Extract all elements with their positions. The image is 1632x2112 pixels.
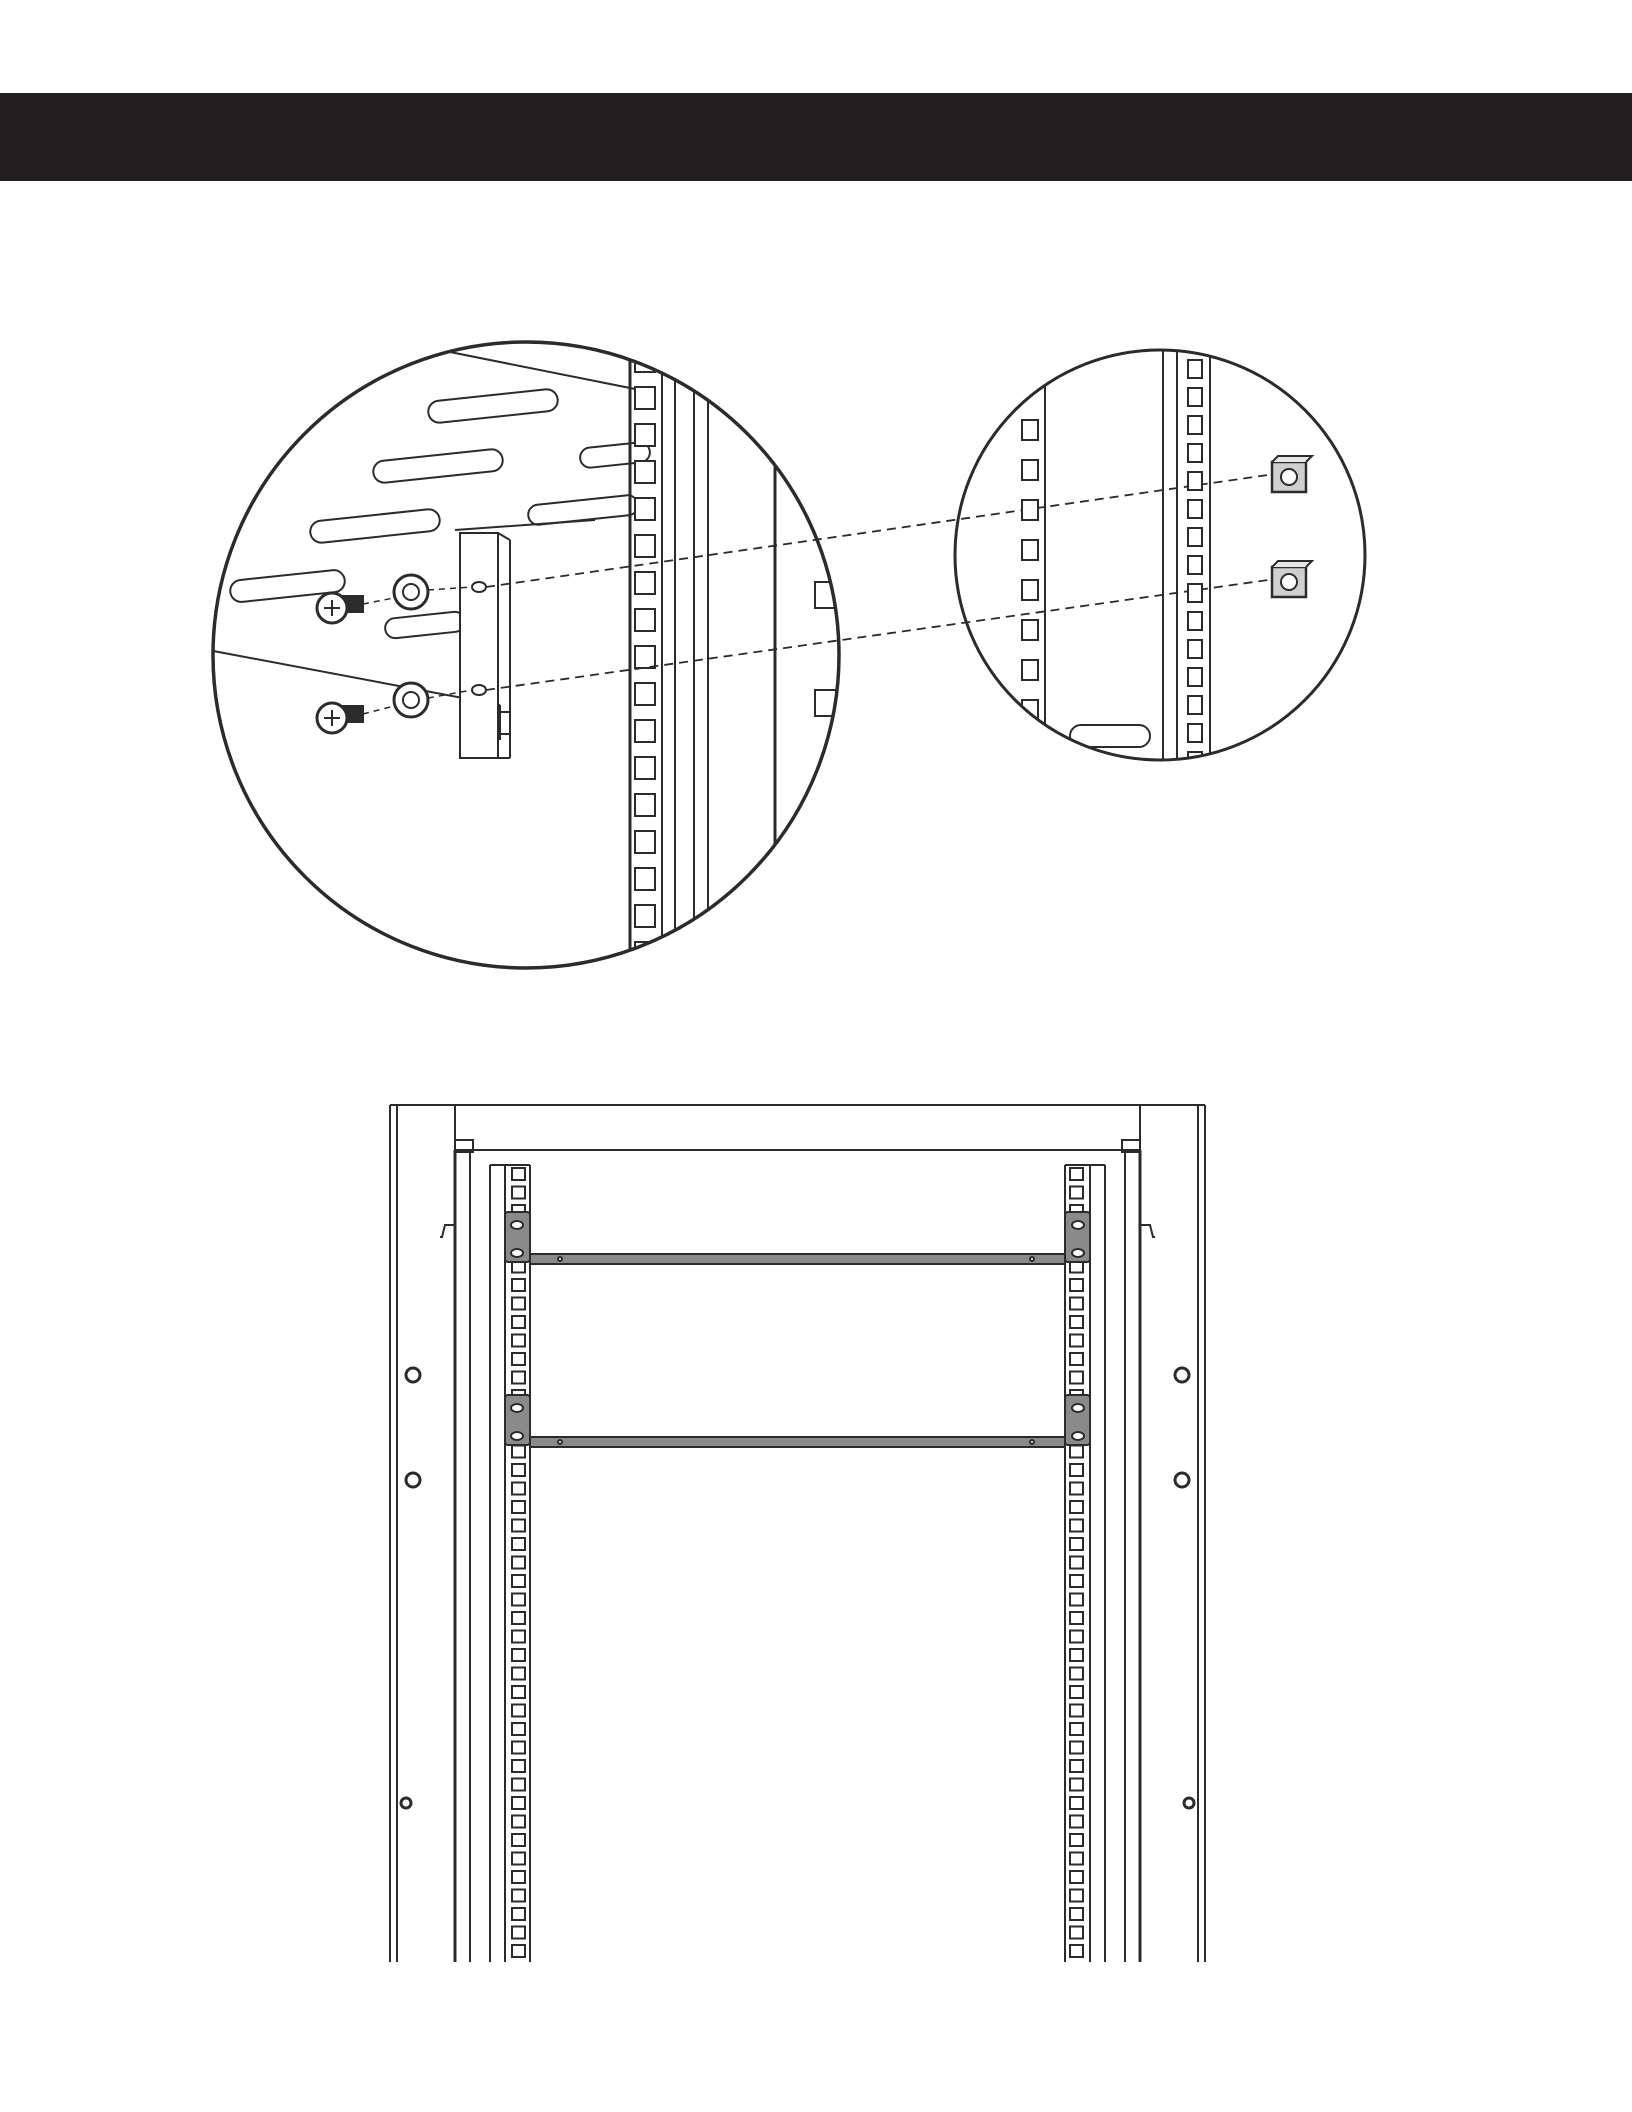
screw [317,703,363,733]
detail-circle-right [955,350,1365,760]
rail-hole [1070,1316,1083,1328]
rail-hole [635,572,655,594]
rail-hole [1022,540,1038,560]
rail-hole [1188,640,1202,658]
rail-hole [1188,388,1202,406]
rail-hole [1188,444,1202,462]
rail-hole [635,683,655,705]
rail-hole [512,1187,525,1199]
rail-hole [1070,1816,1083,1828]
rail-hole [1070,1945,1083,1957]
side-hook [440,1225,455,1237]
rail-hole [512,1797,525,1809]
rack-rail-detail [630,330,853,1001]
rail-hole [512,1668,525,1680]
rail-hole [635,905,655,927]
rail-hole [1070,1446,1083,1458]
rail-hole [1188,528,1202,546]
rail-hole [1070,1853,1083,1865]
rail-hole [512,1686,525,1698]
rail-hole [1070,1279,1083,1291]
rail-hole [512,1464,525,1476]
rail-hole [512,1890,525,1902]
rail-hole [635,609,655,631]
rail-hole [1188,556,1202,574]
rail-hole [1070,1871,1083,1883]
rail-hole [512,1871,525,1883]
rail-hole [512,1520,525,1532]
rail-hole [512,1298,525,1310]
rail-hole [1070,1557,1083,1569]
rail-hole [512,1501,525,1513]
rail-hole [635,720,655,742]
rail-hole [1070,1723,1083,1735]
shelf-mounting-detail [208,330,853,1001]
rail-hole [512,1853,525,1865]
rail-hole [1188,500,1202,518]
rail-hole [635,794,655,816]
rail-hole [1070,1594,1083,1606]
rail-hole [512,1705,525,1717]
rail-hole [512,1483,525,1495]
rail-hole [635,535,655,557]
rail-hole [1070,1686,1083,1698]
rail-square-holes [635,350,655,1001]
shelf-rail [505,1212,1090,1264]
rail-hole [1070,1612,1083,1624]
rail-hole [1070,1298,1083,1310]
rail-hole [1188,612,1202,630]
rail-hole [635,831,655,853]
rail-hole [1188,416,1202,434]
rail-hole [1188,472,1202,490]
rail-hole [512,1908,525,1920]
rail-hole [512,1816,525,1828]
rail-hole [635,387,655,409]
rail-hole [512,1446,525,1458]
rail-hole [1070,1631,1083,1643]
rail-hole [1070,1483,1083,1495]
rail-hole [1022,620,1038,640]
rail-hole [512,1649,525,1661]
rail-hole [512,1834,525,1846]
rail-hole [1070,1797,1083,1809]
rack-top-panel [455,1105,1140,1150]
rail-hole [512,1631,525,1643]
rail-hole [512,1335,525,1347]
cage-nut [1272,561,1312,597]
rail-hole [635,757,655,779]
shelf-mounting-ear [455,520,595,758]
rail-square-holes [1070,1168,1083,1957]
rail-side-slot [815,805,837,831]
rail-hole [1188,584,1202,602]
rail-hole [635,424,655,446]
rail-hole [1070,1834,1083,1846]
shelf-vent-slots [229,388,651,639]
rail-hole [512,1945,525,1957]
rail-hole [635,498,655,520]
rail-square-holes [512,1168,525,1957]
rail-hole [512,1279,525,1291]
rail-hole [1188,668,1202,686]
rail-hole [1188,724,1202,742]
rail-hole [1070,1742,1083,1754]
rail-hole [1070,1335,1083,1347]
rail-hole [1070,1464,1083,1476]
assembly-guide-long [486,475,1268,690]
rail-hole [512,1723,525,1735]
rail-hole [635,646,655,668]
rail-hole [1070,1649,1083,1661]
rail-hole [1070,1538,1083,1550]
rail-hole [1022,460,1038,480]
rail-hole [512,1742,525,1754]
rail-hole [512,1594,525,1606]
rail-hole [1022,660,1038,680]
rail-hole [512,1372,525,1384]
rail-hole [1070,1890,1083,1902]
rail-hole [512,1779,525,1791]
side-hook [1140,1225,1155,1237]
rail-square-holes [1188,360,1202,770]
shelf-rail [505,1395,1090,1447]
rail-hole [635,461,655,483]
detail-circle-left [213,342,839,968]
rail-hole [512,1316,525,1328]
rail-hole [512,1168,525,1180]
rail-hole [1070,1501,1083,1513]
rail-hole [1188,696,1202,714]
rail-hole [512,1760,525,1772]
rail-hole [635,868,655,890]
rail-hole [1070,1908,1083,1920]
rail-square-holes [1022,420,1038,720]
washer [394,575,428,609]
rail-hole [1070,1668,1083,1680]
rail-hole [512,1575,525,1587]
cage-nut [1272,456,1312,492]
rail-hole [1070,1760,1083,1772]
rail-hole [1070,1372,1083,1384]
rail-hole [1070,1168,1083,1180]
rail-hole [512,1538,525,1550]
rail-hole [635,979,655,1001]
rail-hole [1188,360,1202,378]
rack-front-view [390,1105,1205,1962]
rail-hole [1070,1705,1083,1717]
rail-hole [512,1353,525,1365]
washer [394,683,428,717]
rail-hole [1022,420,1038,440]
rail-hole [512,1927,525,1939]
rail-hole [1022,500,1038,520]
rail-hole [1070,1575,1083,1587]
rail-hole [1022,580,1038,600]
rail-hole [1070,1779,1083,1791]
screw [317,593,363,623]
rail-hole [1070,1927,1083,1939]
rail-hole [512,1557,525,1569]
rail-hole [512,1612,525,1624]
rail-hole [1070,1520,1083,1532]
rail-hole [1070,1353,1083,1365]
cage-nut-detail [955,340,1365,770]
rail-hole [1070,1187,1083,1199]
